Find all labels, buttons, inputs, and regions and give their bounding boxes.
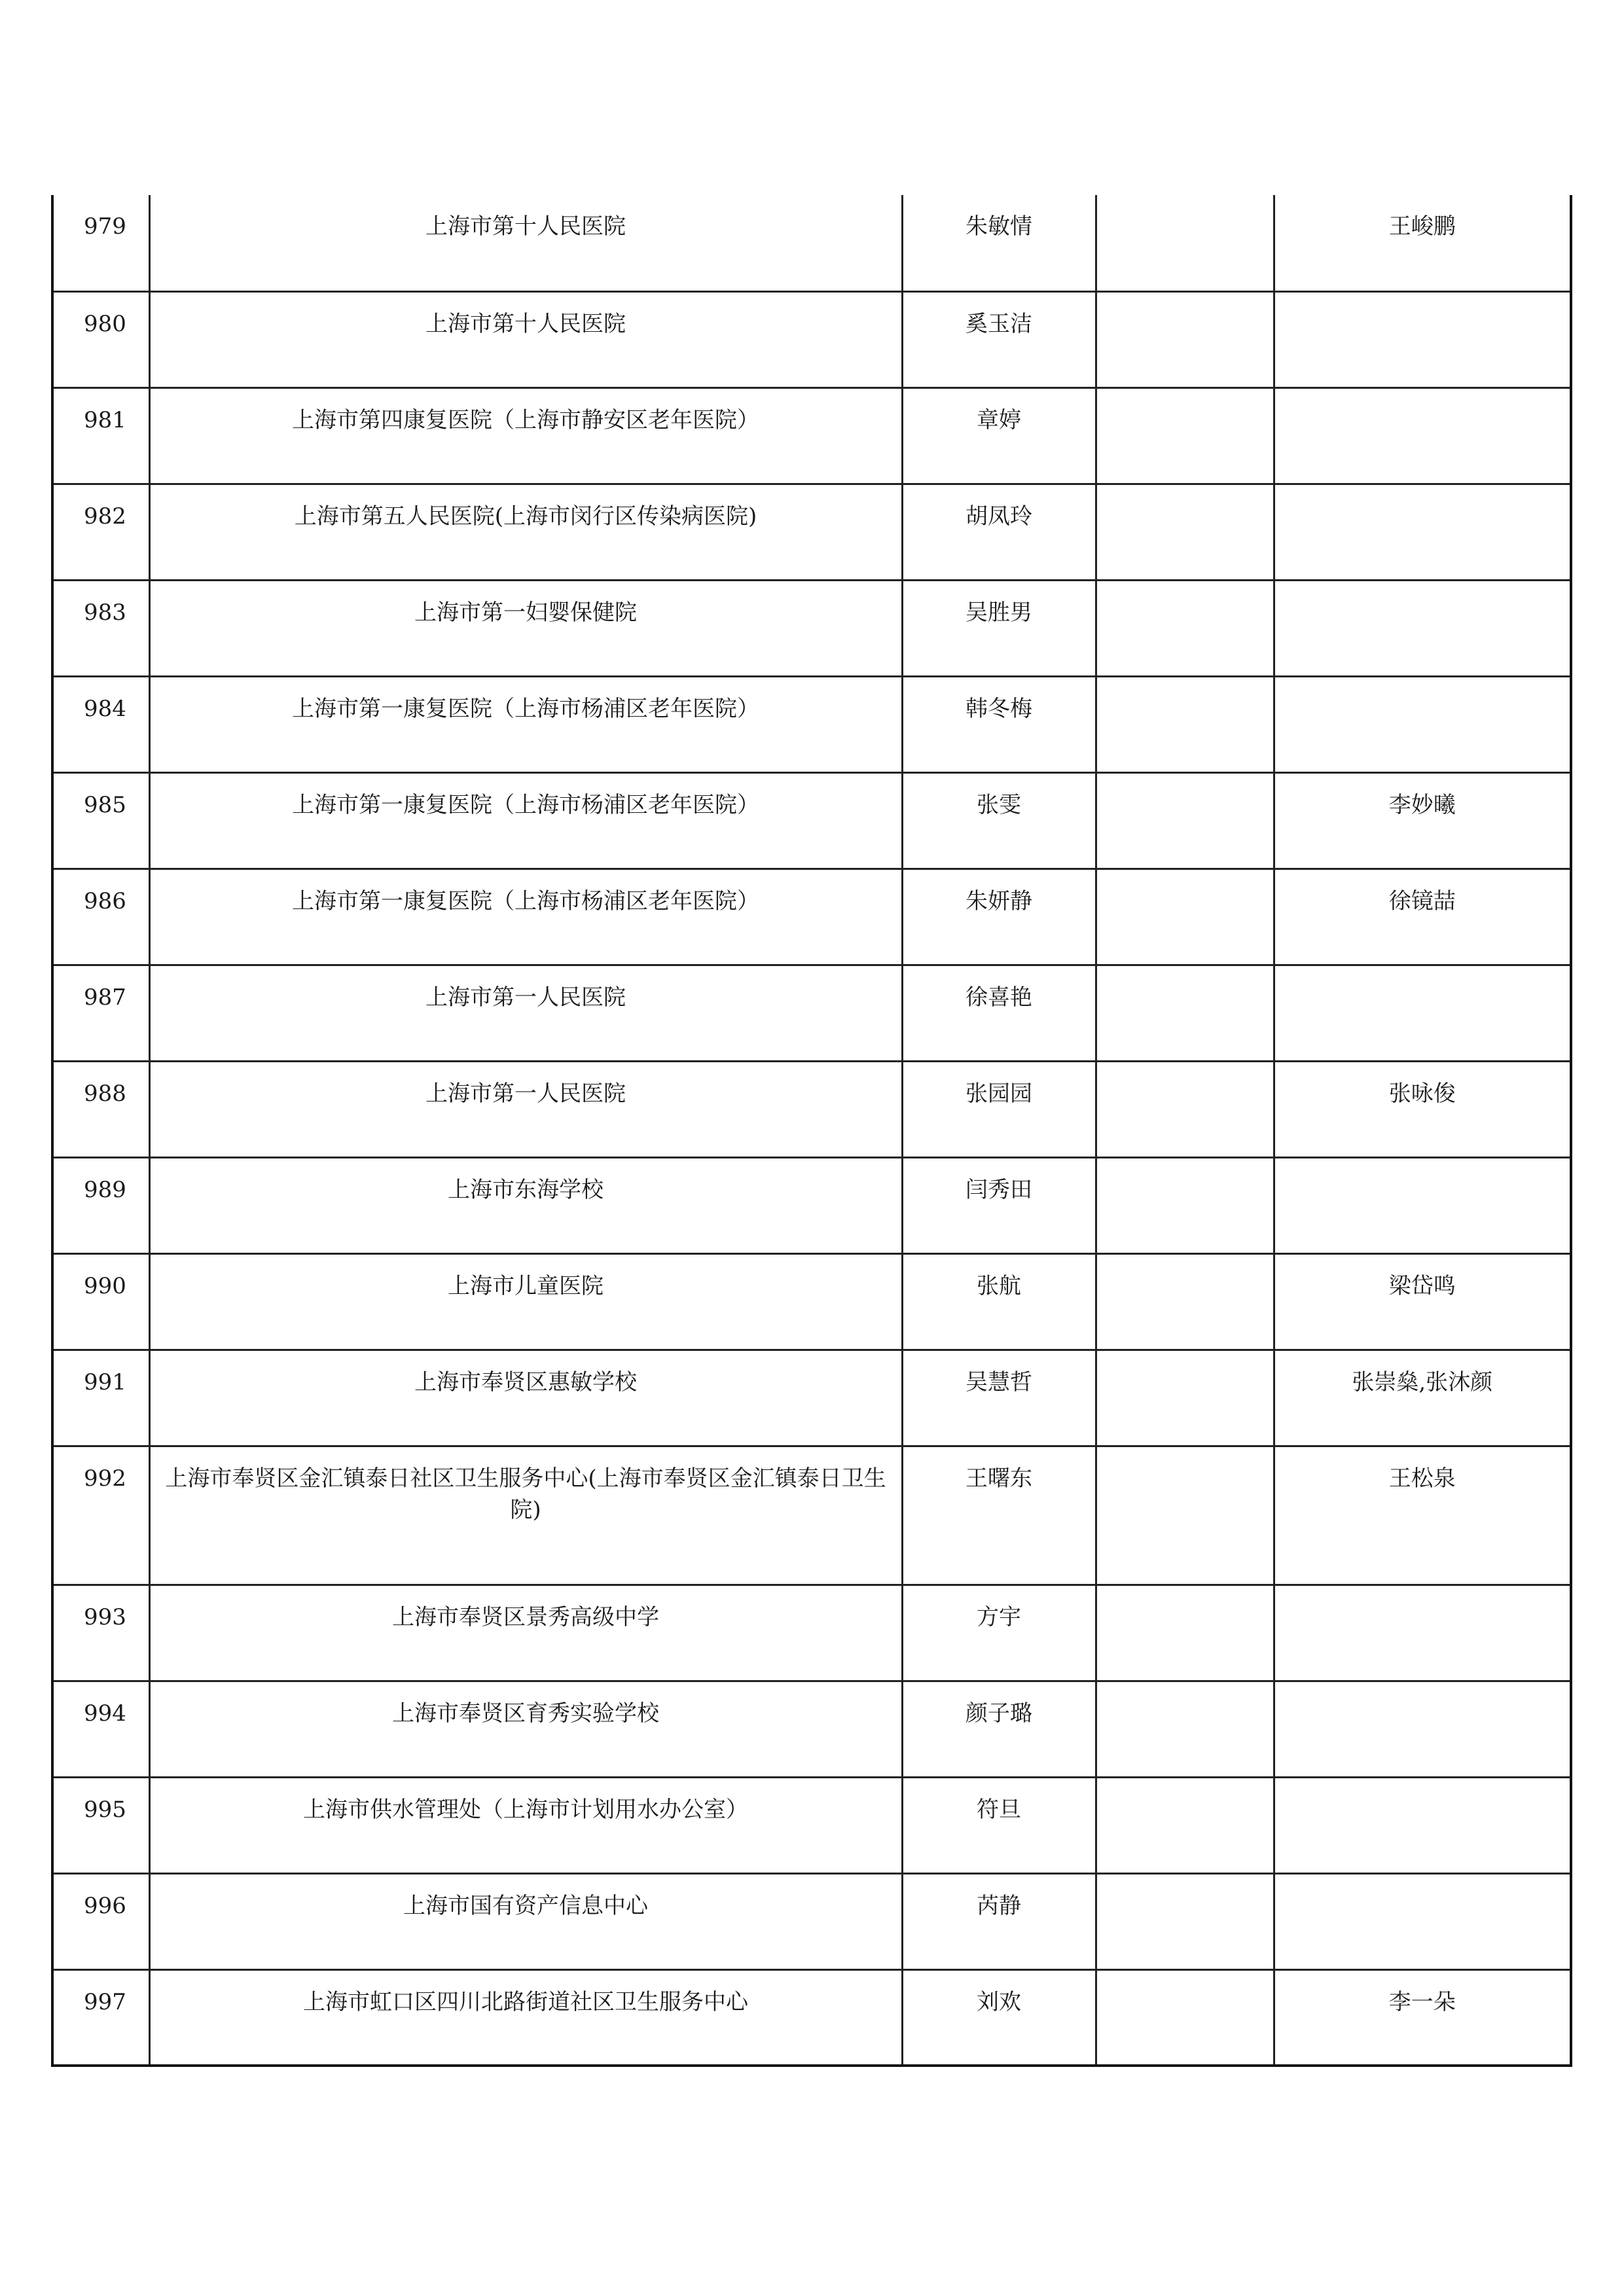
- organization-cell: 上海市儿童医院: [149, 1253, 902, 1350]
- person-name-cell: 王曙东: [902, 1446, 1096, 1585]
- table-row: [52, 1061, 1571, 1157]
- table-row: [52, 676, 1571, 772]
- blank-cell: [1096, 195, 1274, 291]
- related-names-cell: [1274, 580, 1571, 676]
- person-name-cell: 朱敏情: [902, 195, 1096, 291]
- table-row: [52, 772, 1571, 869]
- row-number-cell: 993: [52, 1585, 149, 1681]
- related-names-cell: 王峻鹏: [1274, 195, 1571, 291]
- organization-cell: 上海市第一妇婴保健院: [149, 580, 902, 676]
- organization-cell: 上海市东海学校: [149, 1157, 902, 1253]
- blank-cell: [1096, 1777, 1274, 1873]
- organization-cell: 上海市第一康复医院（上海市杨浦区老年医院）: [149, 869, 902, 965]
- table-row: [52, 1446, 1571, 1585]
- row-number-cell: 984: [52, 676, 149, 772]
- table-row: [52, 484, 1571, 580]
- person-name-cell: 方宇: [902, 1585, 1096, 1681]
- row-number-cell: 988: [52, 1061, 149, 1157]
- table-body: [52, 195, 1571, 2066]
- table-row: [52, 387, 1571, 484]
- related-names-cell: 张咏俊: [1274, 1061, 1571, 1157]
- row-number-cell: 986: [52, 869, 149, 965]
- table-row: [52, 1253, 1571, 1350]
- organization-cell: 上海市奉贤区育秀实验学校: [149, 1681, 902, 1777]
- related-names-cell: [1274, 1157, 1571, 1253]
- row-number-cell: 987: [52, 965, 149, 1061]
- table-row: [52, 965, 1571, 1061]
- organization-cell: 上海市第一康复医院（上海市杨浦区老年医院）: [149, 772, 902, 869]
- row-number-cell: 990: [52, 1253, 149, 1350]
- organization-cell: 上海市第一人民医院: [149, 1061, 902, 1157]
- row-number-cell: 982: [52, 484, 149, 580]
- organization-cell: 上海市奉贤区金汇镇泰日社区卫生服务中心(上海市奉贤区金汇镇泰日卫生院): [149, 1446, 902, 1585]
- person-name-cell: 徐喜艳: [902, 965, 1096, 1061]
- table-row: [52, 1585, 1571, 1681]
- row-number-cell: 996: [52, 1873, 149, 1969]
- row-number-cell: 989: [52, 1157, 149, 1253]
- table-row: [52, 1350, 1571, 1446]
- related-names-cell: 李妙曦: [1274, 772, 1571, 869]
- row-number-cell: 985: [52, 772, 149, 869]
- table-row: [52, 1873, 1571, 1969]
- table-row: [52, 1777, 1571, 1873]
- table-row: [52, 1157, 1571, 1253]
- blank-cell: [1096, 580, 1274, 676]
- blank-cell: [1096, 1157, 1274, 1253]
- related-names-cell: [1274, 965, 1571, 1061]
- blank-cell: [1096, 1681, 1274, 1777]
- related-names-cell: 梁岱鸣: [1274, 1253, 1571, 1350]
- person-name-cell: 奚玉洁: [902, 291, 1096, 387]
- related-names-cell: [1274, 1585, 1571, 1681]
- organization-cell: 上海市供水管理处（上海市计划用水办公室）: [149, 1777, 902, 1873]
- blank-cell: [1096, 1446, 1274, 1585]
- organization-cell: 上海市第四康复医院（上海市静安区老年医院）: [149, 387, 902, 484]
- row-number-cell: 980: [52, 291, 149, 387]
- related-names-cell: [1274, 484, 1571, 580]
- row-number-cell: 997: [52, 1969, 149, 2066]
- row-number-cell: 992: [52, 1446, 149, 1585]
- organization-cell: 上海市第一人民医院: [149, 965, 902, 1061]
- row-number-cell: 995: [52, 1777, 149, 1873]
- row-number-cell: 979: [52, 195, 149, 291]
- row-number-cell: 994: [52, 1681, 149, 1777]
- related-names-cell: [1274, 1873, 1571, 1969]
- person-name-cell: 颜子璐: [902, 1681, 1096, 1777]
- blank-cell: [1096, 387, 1274, 484]
- blank-cell: [1096, 965, 1274, 1061]
- blank-cell: [1096, 869, 1274, 965]
- person-name-cell: 张雯: [902, 772, 1096, 869]
- row-number-cell: 983: [52, 580, 149, 676]
- person-name-cell: 符旦: [902, 1777, 1096, 1873]
- organization-cell: 上海市国有资产信息中心: [149, 1873, 902, 1969]
- person-name-cell: 闫秀田: [902, 1157, 1096, 1253]
- organization-cell: 上海市第五人民医院(上海市闵行区传染病医院): [149, 484, 902, 580]
- organization-cell: 上海市奉贤区景秀高级中学: [149, 1585, 902, 1681]
- organization-cell: 上海市虹口区四川北路街道社区卫生服务中心: [149, 1969, 902, 2066]
- related-names-cell: 徐镜喆: [1274, 869, 1571, 965]
- row-number-cell: 991: [52, 1350, 149, 1446]
- table-row: [52, 195, 1571, 291]
- blank-cell: [1096, 291, 1274, 387]
- person-name-cell: 朱妍静: [902, 869, 1096, 965]
- organization-cell: 上海市奉贤区惠敏学校: [149, 1350, 902, 1446]
- person-name-cell: 吴慧哲: [902, 1350, 1096, 1446]
- table-row: [52, 291, 1571, 387]
- related-names-cell: [1274, 387, 1571, 484]
- blank-cell: [1096, 1350, 1274, 1446]
- blank-cell: [1096, 1969, 1274, 2066]
- organization-cell: 上海市第十人民医院: [149, 195, 902, 291]
- person-name-cell: 刘欢: [902, 1969, 1096, 2066]
- table-row: [52, 580, 1571, 676]
- person-name-cell: 章婷: [902, 387, 1096, 484]
- table-row: [52, 869, 1571, 965]
- person-name-cell: 张航: [902, 1253, 1096, 1350]
- person-name-cell: 芮静: [902, 1873, 1096, 1969]
- blank-cell: [1096, 676, 1274, 772]
- blank-cell: [1096, 1873, 1274, 1969]
- related-names-cell: [1274, 1777, 1571, 1873]
- related-names-cell: [1274, 1681, 1571, 1777]
- table-row: [52, 1681, 1571, 1777]
- row-number-cell: 981: [52, 387, 149, 484]
- table-row: [52, 1969, 1571, 2066]
- related-names-cell: 张崇燊,张沐颜: [1274, 1350, 1571, 1446]
- person-name-cell: 韩冬梅: [902, 676, 1096, 772]
- blank-cell: [1096, 484, 1274, 580]
- blank-cell: [1096, 772, 1274, 869]
- person-name-cell: 胡凤玲: [902, 484, 1096, 580]
- related-names-cell: 李一朵: [1274, 1969, 1571, 2066]
- related-names-cell: [1274, 676, 1571, 772]
- organization-cell: 上海市第一康复医院（上海市杨浦区老年医院）: [149, 676, 902, 772]
- records-table: [51, 195, 1572, 2067]
- blank-cell: [1096, 1253, 1274, 1350]
- blank-cell: [1096, 1585, 1274, 1681]
- blank-cell: [1096, 1061, 1274, 1157]
- related-names-cell: 王松泉: [1274, 1446, 1571, 1585]
- related-names-cell: [1274, 291, 1571, 387]
- person-name-cell: 张园园: [902, 1061, 1096, 1157]
- organization-cell: 上海市第十人民医院: [149, 291, 902, 387]
- person-name-cell: 吴胜男: [902, 580, 1096, 676]
